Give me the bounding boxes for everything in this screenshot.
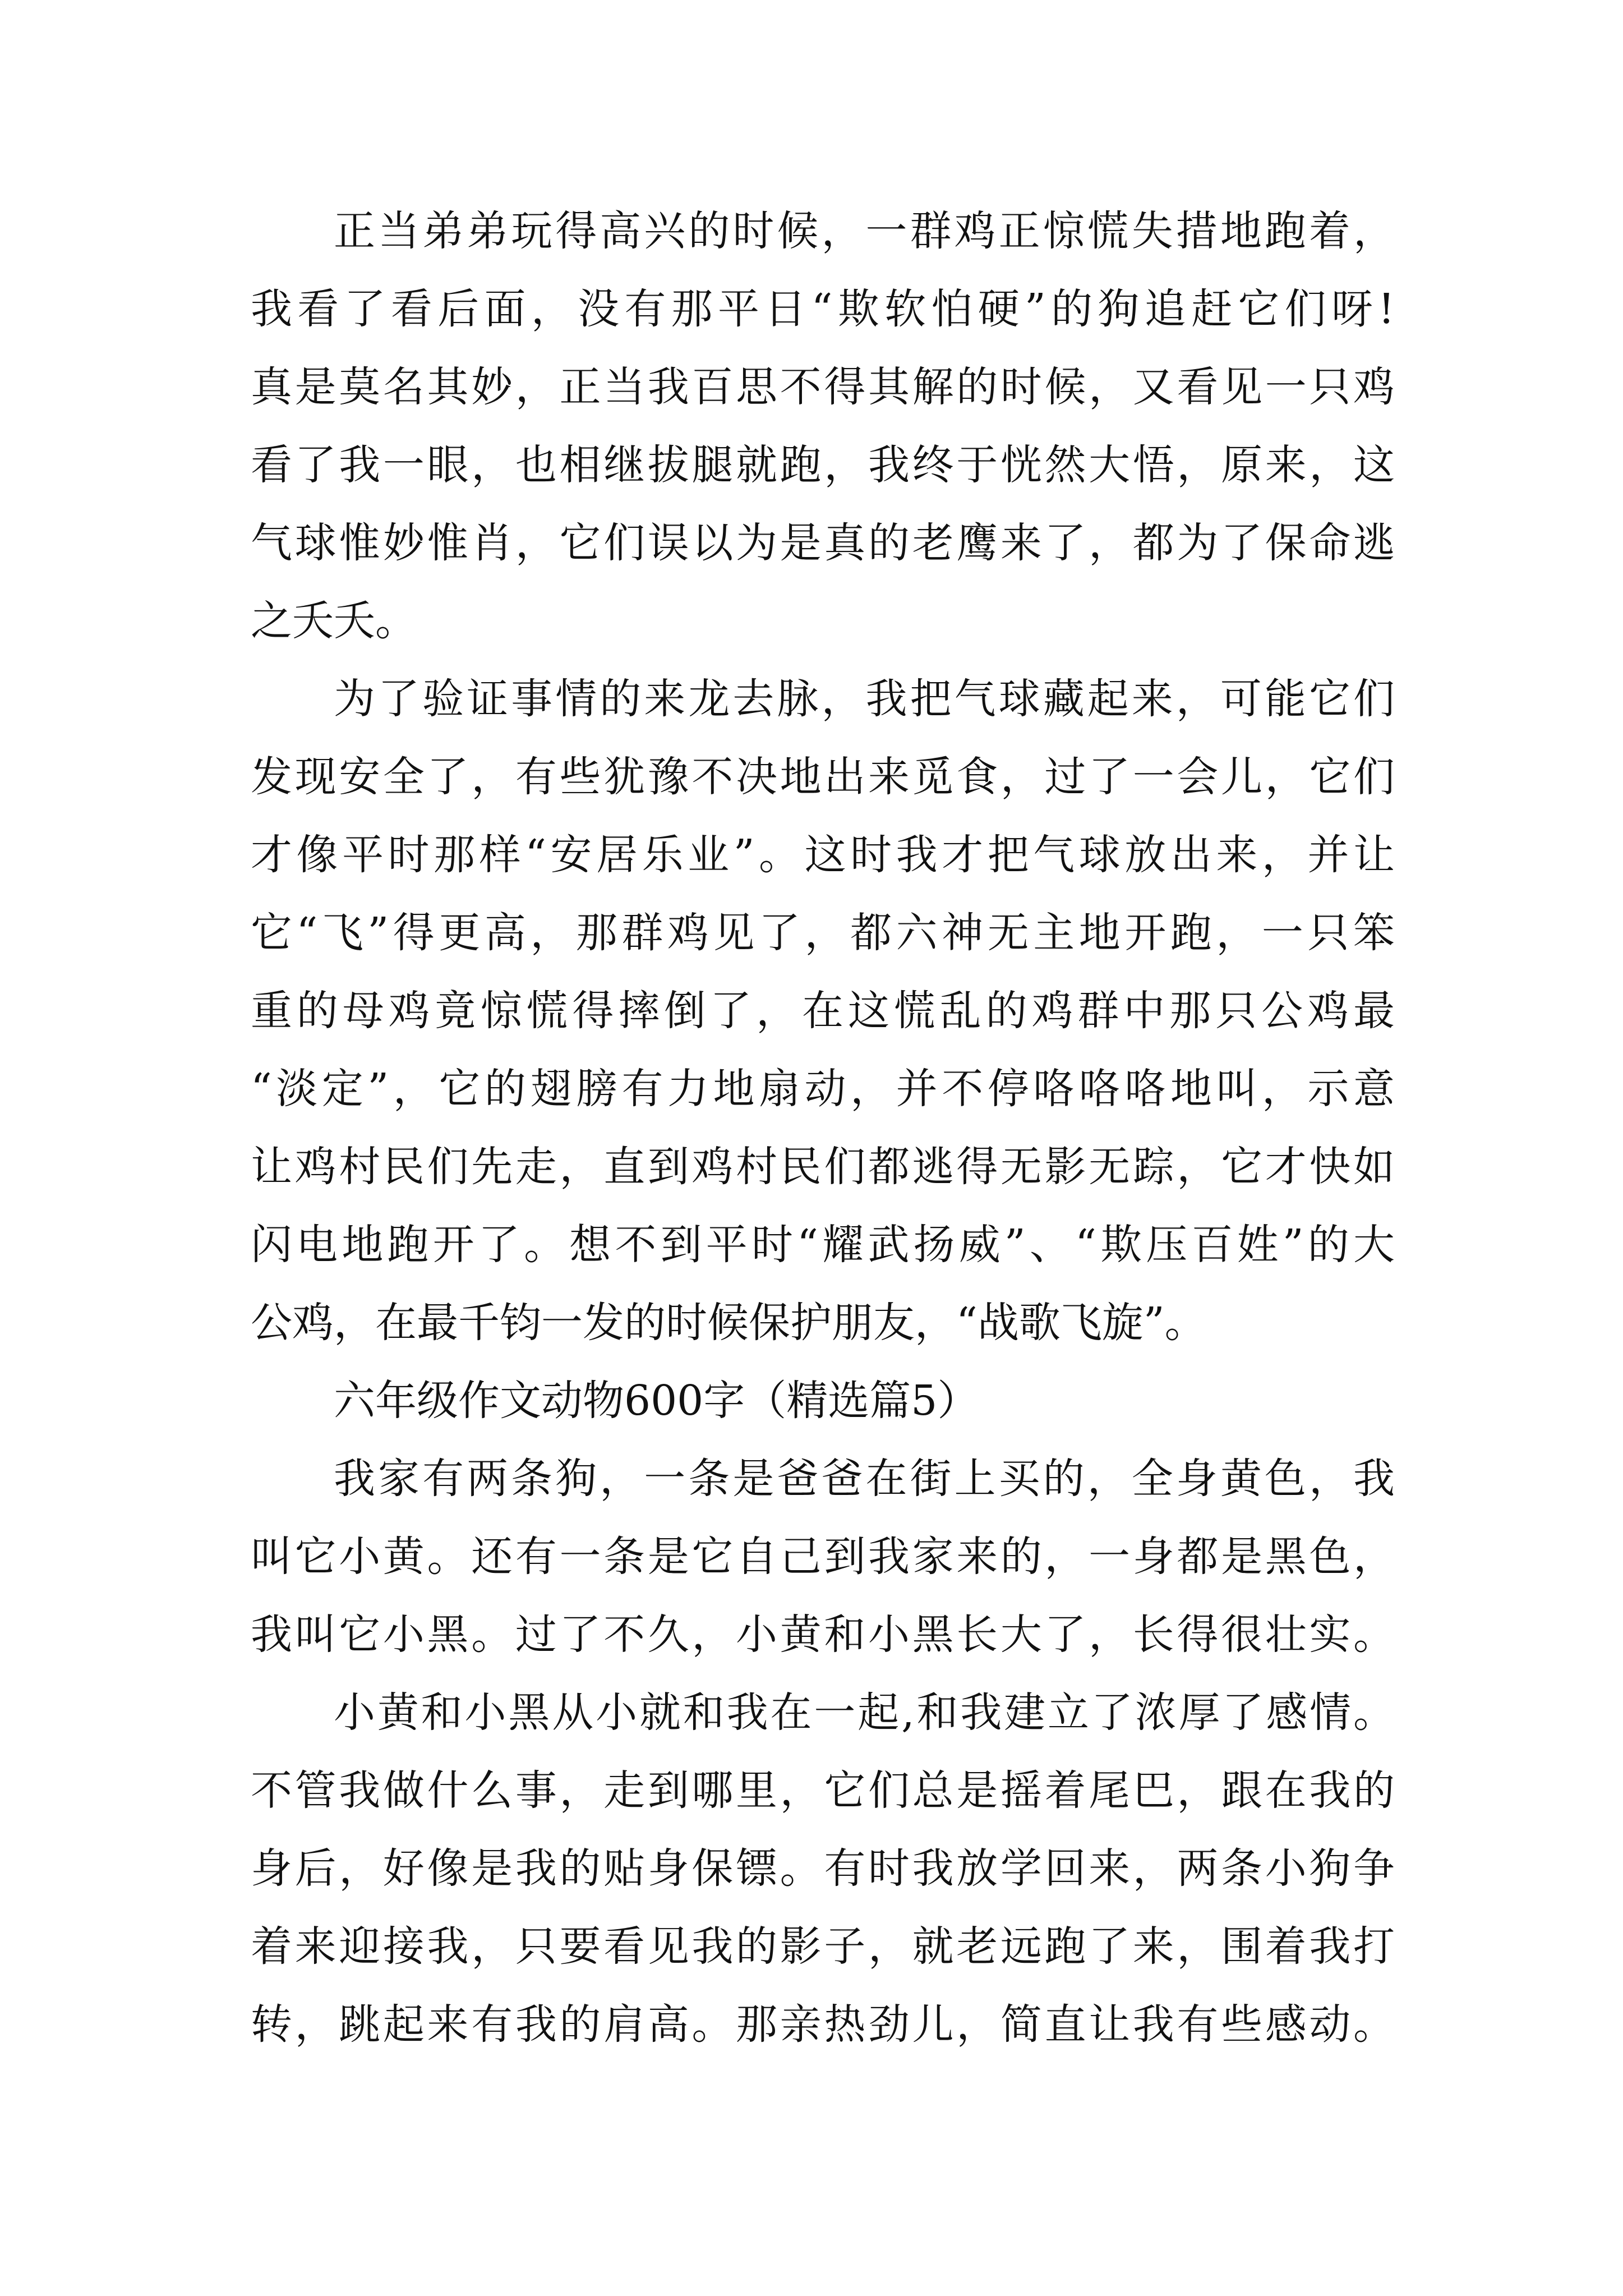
text-line: 转，跳起来有我的肩高。那亲热劲儿，简直让我有些感动。: [251, 2000, 1395, 2049]
section-heading: [251, 1362, 1395, 1440]
paragraph: [251, 1440, 1395, 1674]
text-line: 发现安全了，有些犹豫不决地出来觅食，过了一会儿，它们: [251, 753, 1395, 801]
text-line: 才像平时那样“安居乐业”。这时我才把气球放出来，并让: [251, 831, 1395, 879]
text-line: 正当弟弟玩得高兴的时候，一群鸡正惊慌失措地跑着，: [334, 207, 1395, 255]
text-line: 不管我做什么事，走到哪里，它们总是摇着尾巴，跟在我的: [251, 1766, 1395, 1815]
text-line: “淡定”，它的翅膀有力地扇动，并不停咯咯咯地叫，示意: [251, 1065, 1395, 1113]
text-line: 闪电地跑开了。想不到平时“耀武扬威”、“欺压百姓”的大: [251, 1221, 1395, 1269]
text-line: 公鸡，在最千钧一发的时候保护朋友，“战歌飞旋”。: [251, 1299, 1206, 1347]
document-body: [251, 192, 1395, 2064]
text-line: 它“飞”得更高，那群鸡见了，都六神无主地开跑，一只笨: [251, 909, 1395, 957]
text-line: 为了验证事情的来龙去脉，我把气球藏起来，可能它们: [334, 675, 1395, 723]
paragraph: [251, 192, 1395, 660]
text-line: 身后，好像是我的贴身保镖。有时我放学回来，两条小狗争: [251, 1844, 1395, 1893]
text-line: 我看了看后面，没有那平日“欺软怕硬”的狗追赶它们呀!: [251, 285, 1395, 333]
text-line: 我家有两条狗，一条是爸爸在街上买的，全身黄色，我: [334, 1455, 1395, 1503]
text-line: 真是莫名其妙，正当我百思不得其解的时候，又看见一只鸡: [251, 363, 1395, 411]
paragraph: [251, 1674, 1395, 2064]
text-line: 看了我一眼，也相继拔腿就跑，我终于恍然大悟，原来，这: [251, 441, 1395, 489]
heading-line: 六年级作文动物600字（精选篇5）: [334, 1377, 979, 1425]
text-line: 气球惟妙惟肖，它们误以为是真的老鹰来了，都为了保命逃: [251, 519, 1395, 567]
text-line: 重的母鸡竟惊慌得摔倒了，在这慌乱的鸡群中那只公鸡最: [251, 987, 1395, 1035]
text-line: 我叫它小黑。过了不久，小黄和小黑长大了，长得很壮实。: [251, 1611, 1395, 1659]
text-line: 让鸡村民们先走，直到鸡村民们都逃得无影无踪，它才快如: [251, 1143, 1395, 1191]
text-line: 叫它小黄。还有一条是它自己到我家来的，一身都是黑色，: [251, 1533, 1395, 1581]
text-line: 小黄和小黑从小就和我在一起,和我建立了浓厚了感情。: [334, 1688, 1395, 1737]
text-line: 之夭夭。: [251, 597, 417, 645]
text-line: 着来迎接我，只要看见我的影子，就老远跑了来，围着我打: [251, 1922, 1395, 1971]
paragraph: [251, 660, 1395, 1362]
